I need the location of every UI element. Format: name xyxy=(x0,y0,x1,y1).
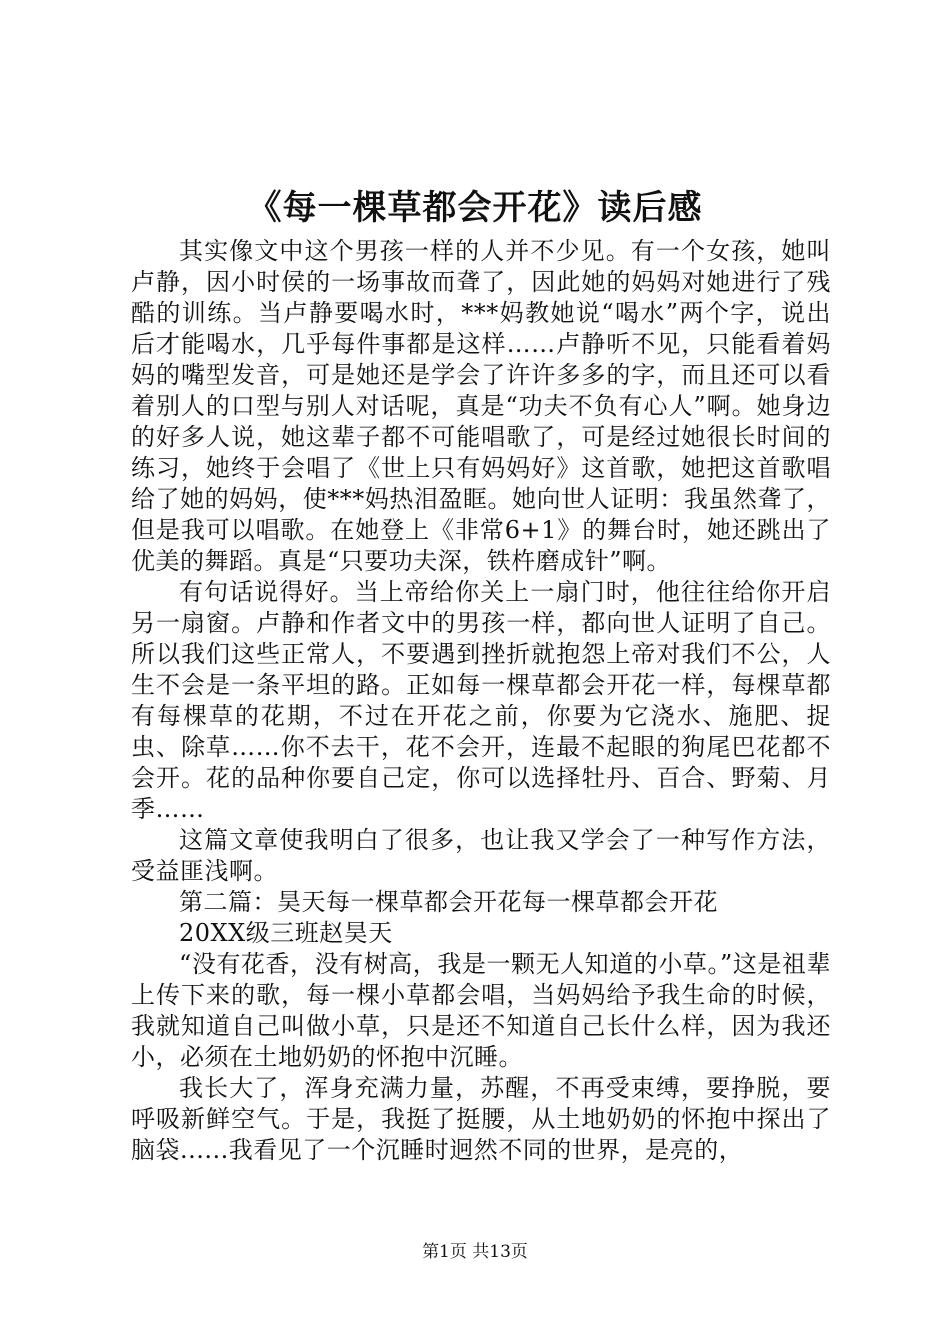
paragraph: 我长大了，浑身充满力量，苏醒，不再受束缚，要挣脱，要呼吸新鲜空气。于是，我挺了挺腰，从土地奶奶的怀抱中探出了脑袋......我看见了一个沉睡时迥然不同的世界，是亮的， xyxy=(131,1074,831,1164)
paragraph: 这篇文章使我明白了很多，也让我又学会了一种写作方法，受益匪浅啊。 xyxy=(131,826,831,885)
paragraph: 其实像文中这个男孩一样的人并不少见。有一个女孩，她叫卢静，因小时侯的一场事故而聋了，因此她的妈妈对她进行了残酷的训练。当卢静要喝水时，***妈教她说“喝水”两个字，说出后才能喝水，几乎每件事都是这样……卢静听不见，只能看着妈妈的嘴型发音，可是她还是学会了许许多多的字，而且还可以看着别人的口型与别人对话呢，真是“功夫不负有心人”啊。她身边的好多人说，她这辈子都不可能唱歌了，可是经过她很长时间的练习，她终于会唱了《世上只有妈妈好》这首歌，她把这首歌唱给了她的妈妈，使***妈热泪盈眶。她向世人证明：我虽然聋了，但是我可以唱歌。在她登上《非常6+1》的舞台时，她还跳出了优美的舞蹈。真是“只要功夫深，铁杵磨成针”啊。 xyxy=(131,237,831,575)
paragraph: 有句话说得好。当上帝给你关上一扇门时，他往往给你开启另一扇窗。卢静和作者文中的男孩一样，都向世人证明了自己。所以我们这些正常人，不要遇到挫折就抱怨上帝对我们不公，人生不会是一条平坦的路。正如每一棵草都会开花一样，每棵草都有每棵草的花期，不过在开花之前，你要为它浇水、施肥、捉虫、除草……你不去干，花不会开，连最不起眼的狗尾巴花都不会开。花的品种你要自己定，你可以选择牡丹、百合、野菊、月季…… xyxy=(131,578,831,823)
section-heading: 第二篇：昊天每一棵草都会开花每一棵草都会开花 xyxy=(179,888,718,916)
document-body xyxy=(131,236,831,1166)
page-footer: 第1页 共13页 xyxy=(422,1242,528,1262)
paragraph: “没有花香，没有树高，我是一颗无人知道的小草。”这是祖辈上传下来的歌，每一棵小草都会唱，当妈妈给予我生命的时候，我就知道自己叫做小草，只是还不知道自己长什么样，因为我还小，必须在土地奶奶的怀抱中沉睡。 xyxy=(131,950,831,1071)
author-line: 20XX级三班赵昊天 xyxy=(179,919,393,947)
document-title: 《每一棵草都会开花》读后感 xyxy=(247,188,703,228)
